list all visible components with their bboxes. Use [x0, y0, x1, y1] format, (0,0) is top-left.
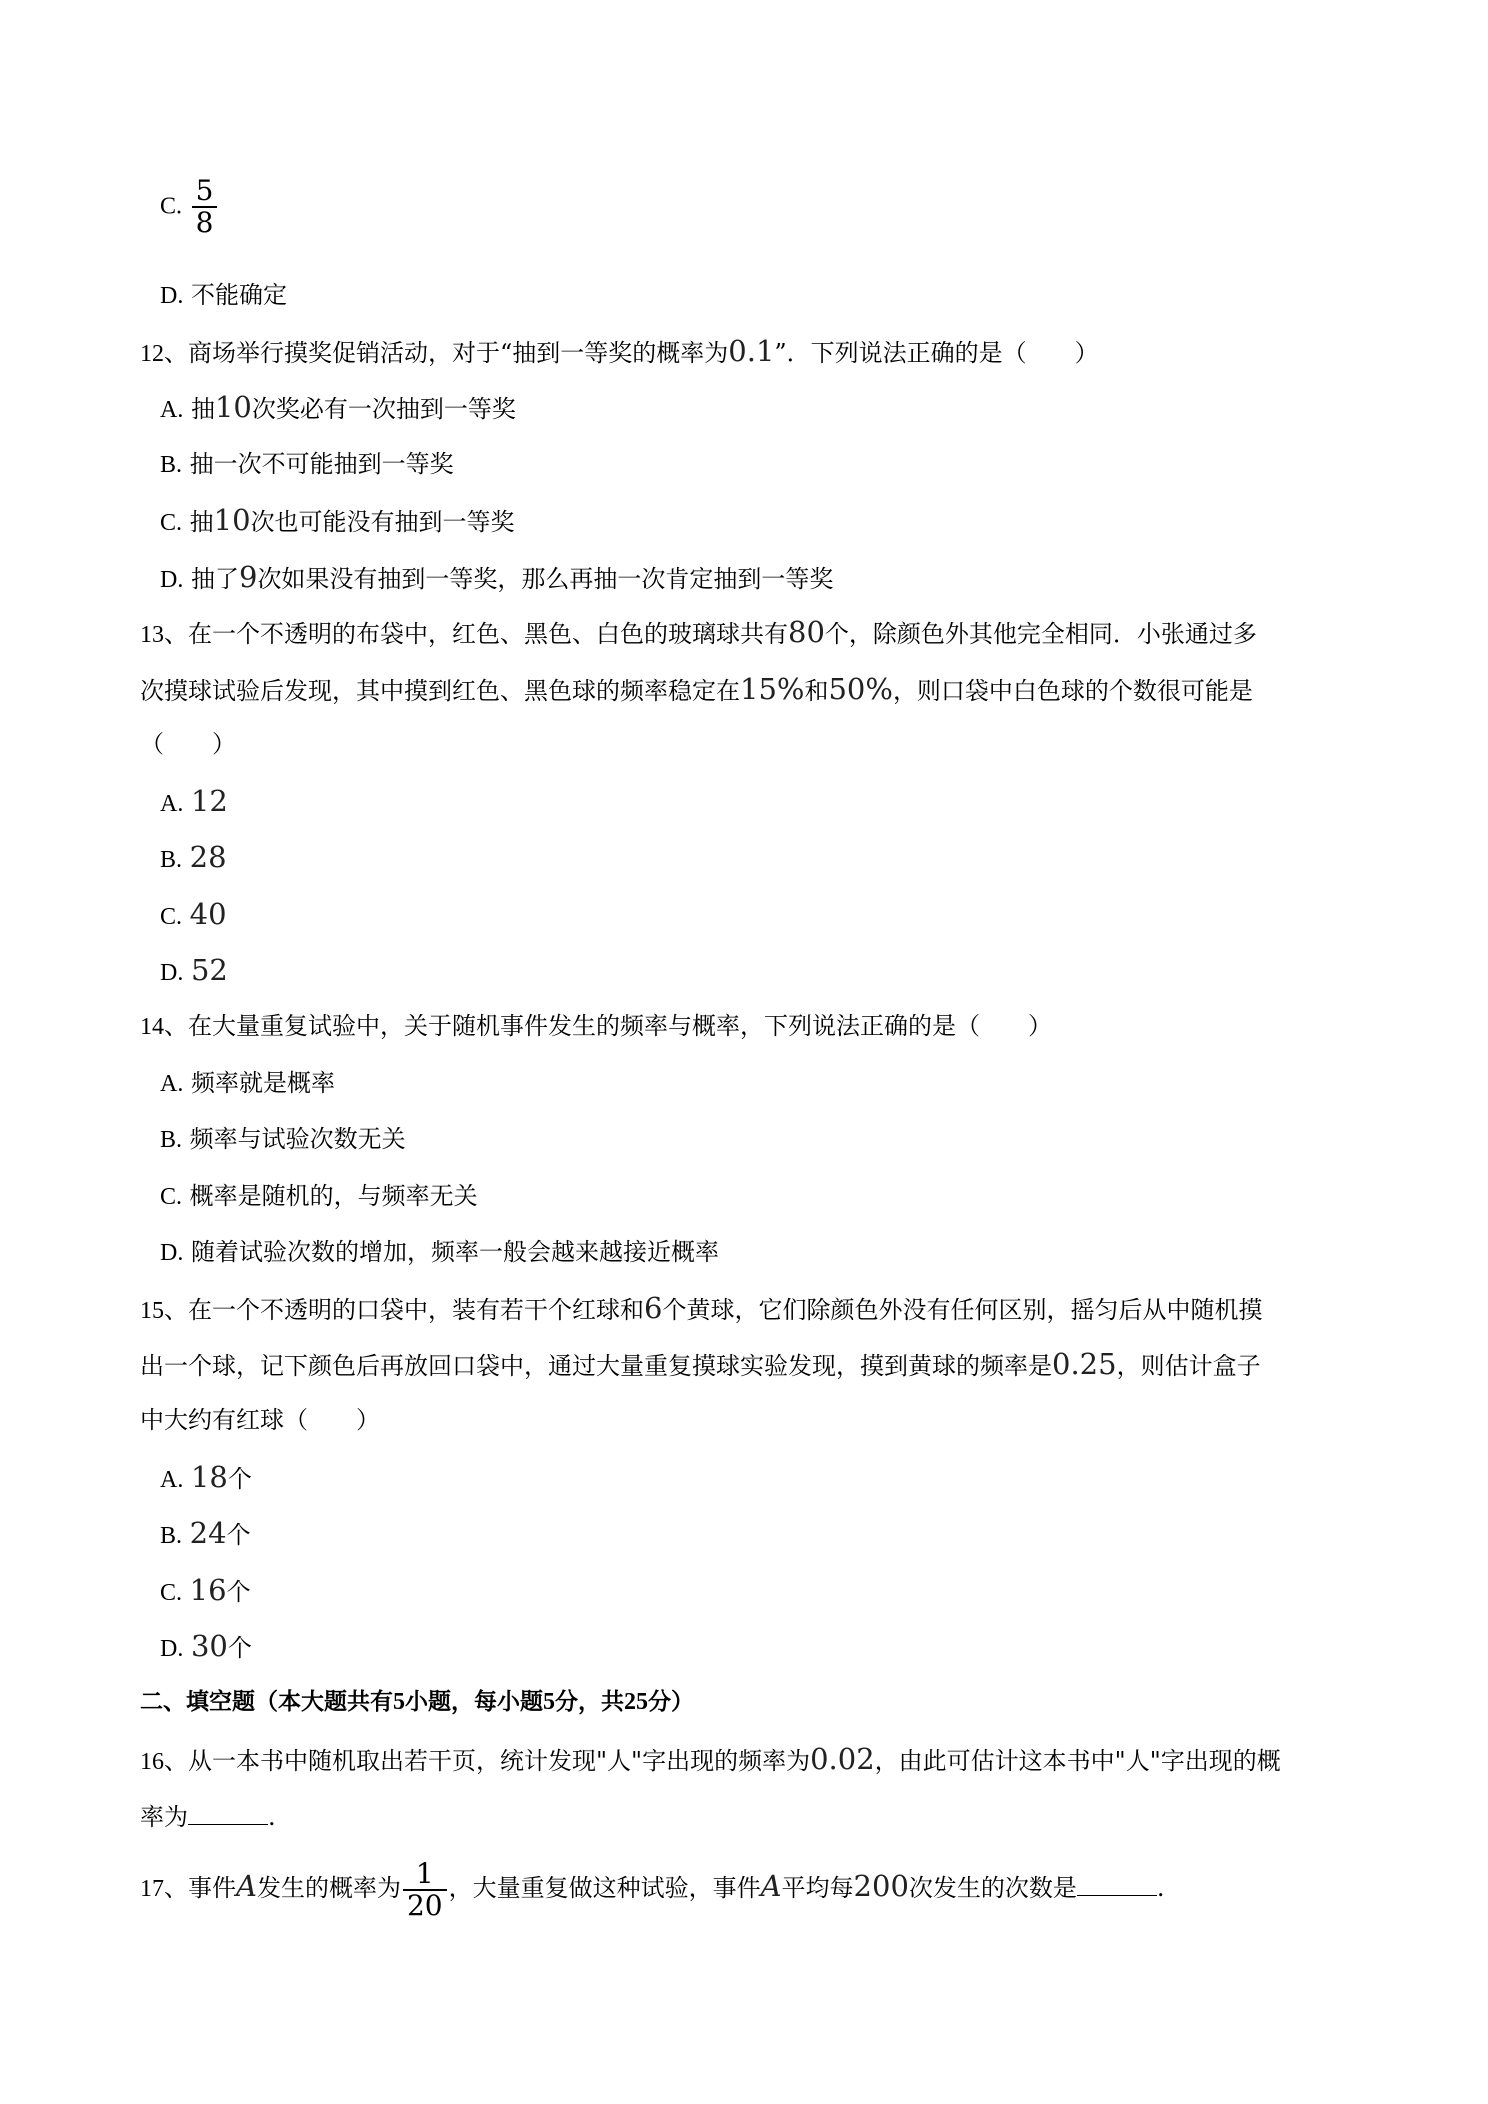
math-value: 52: [190, 953, 228, 987]
heading-number: 25: [624, 1689, 648, 1715]
option-text: 随着试验次数的增加，频率一般会越来越接近概率: [190, 1238, 719, 1266]
section-heading: [140, 1685, 1348, 1719]
option-c: [160, 176, 1348, 238]
option-label: D.: [160, 1240, 184, 1266]
option-text: 抽: [189, 508, 214, 536]
option-a: [160, 1460, 1348, 1497]
stem-text: 、在一个不透明的口袋中，装有若干个红球和: [164, 1296, 644, 1324]
heading-number: 5: [543, 1689, 555, 1715]
math-value: 18: [190, 1460, 228, 1494]
question-number: 15: [140, 1298, 164, 1324]
question-number: 13: [140, 622, 164, 648]
math-value: 10: [213, 503, 251, 537]
heading-text: 二、填空题（本大题共有: [140, 1689, 393, 1715]
answer-blank[interactable]: [1077, 1869, 1157, 1896]
option-a: [160, 390, 1348, 427]
option-d: [160, 953, 1348, 990]
math-value: 28: [189, 840, 227, 874]
stem-text: 中大约有红球（ ）: [140, 1406, 380, 1434]
option-label: D.: [160, 283, 184, 309]
math-variable: A: [236, 1869, 257, 1903]
math-value: 16: [189, 1573, 227, 1607]
option-d: [160, 278, 1348, 313]
option-b: [160, 1122, 1348, 1157]
math-value: 24: [189, 1516, 227, 1550]
question-16-stem-line2: [140, 1798, 1348, 1834]
option-text: 频率与试验次数无关: [189, 1125, 406, 1153]
stem-text: 次摸球试验后发现，其中摸到红色、黑色球的频率稳定在: [140, 677, 740, 705]
stem-text: 、事件: [164, 1874, 236, 1902]
option-label: B.: [160, 847, 183, 873]
math-value: 0.25: [1052, 1347, 1117, 1381]
stem-text: 个黄球，它们除颜色外没有任何区别，摇匀后从中随机摸: [662, 1296, 1263, 1324]
option-unit: 个: [227, 1465, 252, 1493]
option-label: C.: [160, 193, 183, 220]
stem-text: ，则口袋中白色球的个数很可能是: [892, 677, 1253, 705]
math-value: 80: [788, 615, 825, 649]
answer-parentheses: （ ）: [140, 730, 236, 758]
fraction-denominator: 8: [195, 206, 214, 239]
option-label: A.: [160, 397, 184, 423]
math-value: 0.02: [810, 1742, 875, 1776]
option-label: A.: [160, 1071, 184, 1097]
question-14-stem: [140, 1009, 1348, 1044]
stem-text: 、在一个不透明的布袋中，红色、黑色、白色的玻璃球共有: [164, 620, 788, 648]
fraction: [403, 1856, 447, 1922]
stem-text: 、在大量重复试验中，关于随机事件发生的频率与概率，下列说法正确的是（ ）: [164, 1012, 1052, 1040]
option-label: C.: [160, 510, 183, 536]
math-value: 12: [190, 784, 228, 818]
option-a: [160, 1066, 1348, 1101]
math-value: 10: [214, 390, 252, 424]
heading-text: 分，共: [555, 1689, 624, 1715]
question-17-stem: [140, 1850, 1348, 1925]
option-c: [160, 503, 1348, 540]
math-value: 30: [190, 1629, 228, 1663]
option-unit: 个: [226, 1578, 251, 1606]
math-value: 50%: [828, 672, 893, 706]
stem-text: ，则估计盒子: [1116, 1352, 1261, 1380]
heading-text: 分）: [648, 1689, 694, 1715]
option-label: B.: [160, 1523, 183, 1549]
option-c: [160, 1179, 1348, 1214]
question-number: 17: [140, 1876, 164, 1902]
stem-text: 个，除颜色外其他完全相同．小张通过多: [824, 620, 1257, 648]
option-label: A.: [160, 1467, 184, 1493]
math-value: 15%: [740, 672, 805, 706]
option-label: D.: [160, 960, 184, 986]
option-label: B.: [160, 1127, 183, 1153]
stem-text: ”．下列说法正确的是（ ）: [774, 339, 1099, 367]
option-text: 抽: [190, 395, 215, 423]
stem-text: 平均每: [781, 1874, 854, 1902]
question-15-stem: [140, 1291, 1348, 1328]
option-b: [160, 1516, 1348, 1553]
option-text: 抽了: [190, 565, 239, 593]
math-value: 40: [189, 897, 227, 931]
question-12-stem: [140, 334, 1348, 371]
stem-end: .: [1156, 1874, 1165, 1902]
fraction-denominator: 20: [406, 1888, 443, 1922]
question-number: 12: [140, 341, 164, 367]
option-c: [160, 897, 1348, 934]
question-13-stem-line3: [140, 727, 1348, 761]
option-text: 不能确定: [190, 281, 287, 309]
fraction: [192, 176, 218, 238]
option-text: 频率就是概率: [190, 1069, 335, 1097]
stem-text: 、商场举行摸奖促销活动，对于“抽到一等奖的概率为: [164, 339, 729, 367]
question-number: 16: [140, 1749, 164, 1775]
option-unit: 个: [227, 1634, 252, 1662]
stem-end: .: [268, 1803, 276, 1831]
option-label: C.: [160, 1580, 183, 1606]
option-label: B.: [160, 452, 183, 478]
stem-text: 、从一本书中随机取出若干页，统计发现"人"字出现的频率为: [164, 1747, 811, 1775]
option-b: [160, 840, 1348, 877]
option-a: [160, 784, 1348, 821]
stem-text: ，由此可估计这本书中"人"字出现的概: [874, 1747, 1281, 1775]
option-d: [160, 1629, 1348, 1666]
option-text: 次如果没有抽到一等奖，那么再抽一次肯定抽到一等奖: [257, 565, 834, 593]
question-15-stem-line3: [140, 1403, 1348, 1437]
stem-text: 次发生的次数是: [908, 1874, 1077, 1902]
math-value: 6: [644, 1291, 663, 1325]
option-d: [160, 560, 1348, 597]
option-d: [160, 1235, 1348, 1270]
option-unit: 个: [226, 1521, 251, 1549]
option-b: [160, 447, 1348, 482]
option-text: 概率是随机的，与频率无关: [189, 1182, 478, 1210]
heading-number: 5: [393, 1689, 405, 1715]
fraction-numerator: 1: [403, 1859, 447, 1891]
option-text: 次也可能没有抽到一等奖: [250, 508, 515, 536]
answer-blank[interactable]: [188, 1798, 268, 1825]
heading-text: 小题，每小题: [405, 1689, 543, 1715]
option-label: D.: [160, 1636, 184, 1662]
question-number: 14: [140, 1014, 164, 1040]
stem-text: 发生的概率为: [256, 1874, 401, 1902]
math-variable: A: [760, 1869, 782, 1903]
option-text: 次奖必有一次抽到一等奖: [251, 395, 516, 423]
math-value: 200: [853, 1869, 909, 1903]
option-label: D.: [160, 567, 184, 593]
question-16-stem: [140, 1742, 1348, 1779]
stem-text: ，大量重复做这种试验，事件: [448, 1874, 761, 1902]
question-13-stem-line2: [140, 672, 1348, 708]
question-13-stem: [140, 615, 1348, 652]
fraction-numerator: 5: [192, 176, 218, 208]
stem-text: 和: [804, 677, 829, 705]
option-label: C.: [160, 904, 183, 930]
question-15-stem-line2: [140, 1347, 1348, 1383]
stem-text: 出一个球，记下颜色后再放回口袋中，通过大量重复摸球实验发现，摸到黄球的频率是: [140, 1352, 1052, 1380]
stem-text: 率为: [140, 1803, 188, 1831]
math-value: 9: [238, 560, 258, 594]
option-text: 抽一次不可能抽到一等奖: [189, 450, 454, 478]
option-label: C.: [160, 1184, 183, 1210]
option-label: A.: [160, 791, 184, 817]
math-value: 0.1: [728, 334, 775, 368]
option-c: [160, 1573, 1348, 1610]
